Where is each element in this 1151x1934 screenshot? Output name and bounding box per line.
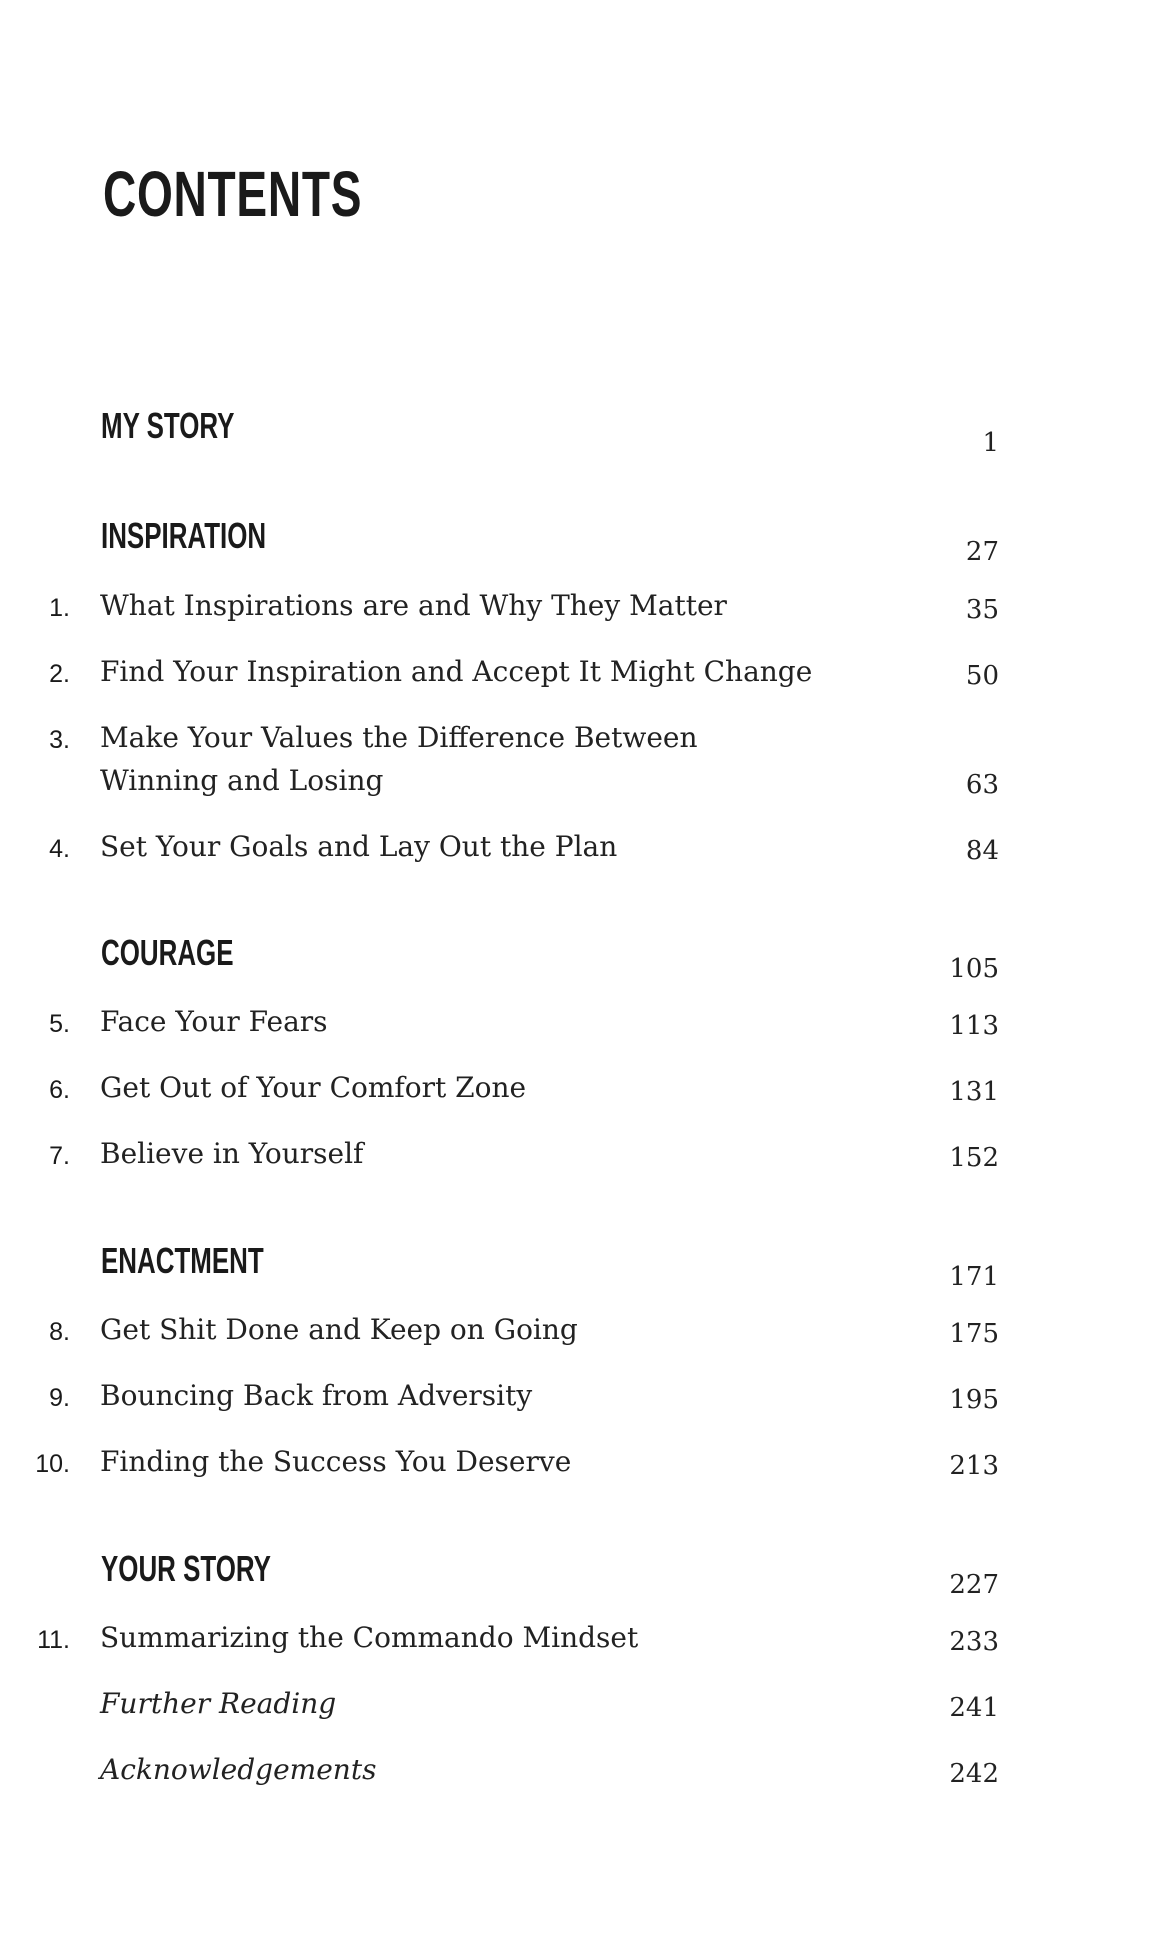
page-title: CONTENTS	[103, 158, 363, 230]
page-number: 233	[949, 1627, 999, 1657]
page-number: 63	[965, 770, 999, 800]
page-number: 175	[949, 1319, 999, 1349]
page-number: 50	[965, 661, 999, 691]
chapter-number: 2.	[49, 660, 70, 688]
section-label: MY STORY	[101, 405, 235, 446]
chapter-number: 1.	[49, 594, 70, 622]
page-number: 152	[949, 1143, 999, 1173]
chapter-title: Find Your Inspiration and Accept It Might Change	[100, 655, 813, 688]
chapter-number: 6.	[49, 1076, 70, 1104]
page-number: 241	[949, 1693, 999, 1723]
chapter-title: Face Your Fears	[100, 1005, 328, 1038]
section-label: YOUR STORY	[101, 1548, 271, 1589]
chapter-title: Get Out of Your Comfort Zone	[100, 1071, 527, 1104]
chapter-number: 8.	[49, 1318, 70, 1346]
chapter-number: 3.	[49, 726, 70, 754]
section-label: INSPIRATION	[101, 515, 267, 556]
chapter-title: Believe in Yourself	[100, 1137, 364, 1170]
chapter-title: Get Shit Done and Keep on Going	[100, 1313, 578, 1346]
chapter-title: Make Your Values the Difference Between Winning and Losing	[100, 721, 698, 797]
chapter-title: What Inspirations are and Why They Matter	[100, 589, 727, 622]
page-number: 1	[982, 428, 999, 458]
chapter-title: Set Your Goals and Lay Out the Plan	[100, 830, 618, 863]
chapter-title: Bouncing Back from Adversity	[100, 1379, 533, 1412]
chapter-number: 7.	[49, 1142, 70, 1170]
chapter-number: 5.	[49, 1010, 70, 1038]
section-label: ENACTMENT	[101, 1240, 264, 1281]
chapter-title: Further Reading	[100, 1687, 337, 1720]
page-number: 195	[949, 1385, 999, 1415]
chapter-number: 11.	[37, 1626, 70, 1654]
page-number: 242	[949, 1759, 999, 1789]
chapter-title: Acknowledgements	[100, 1753, 377, 1786]
chapter-number: 10.	[35, 1450, 70, 1478]
chapter-title: Summarizing the Commando Mindset	[100, 1621, 639, 1654]
page-number: 213	[949, 1451, 999, 1481]
page-number: 84	[965, 836, 999, 866]
chapter-title: Finding the Success You Deserve	[100, 1445, 572, 1478]
chapter-number: 4.	[49, 835, 70, 863]
page-number: 27	[965, 537, 999, 567]
page-number: 113	[949, 1011, 999, 1041]
page-number: 171	[949, 1262, 999, 1292]
page-number: 227	[949, 1570, 999, 1600]
page-number: 105	[949, 954, 999, 984]
page-number: 131	[949, 1077, 999, 1107]
chapter-number: 9.	[49, 1384, 70, 1412]
page-number: 35	[965, 595, 999, 625]
section-label: COURAGE	[101, 932, 234, 973]
